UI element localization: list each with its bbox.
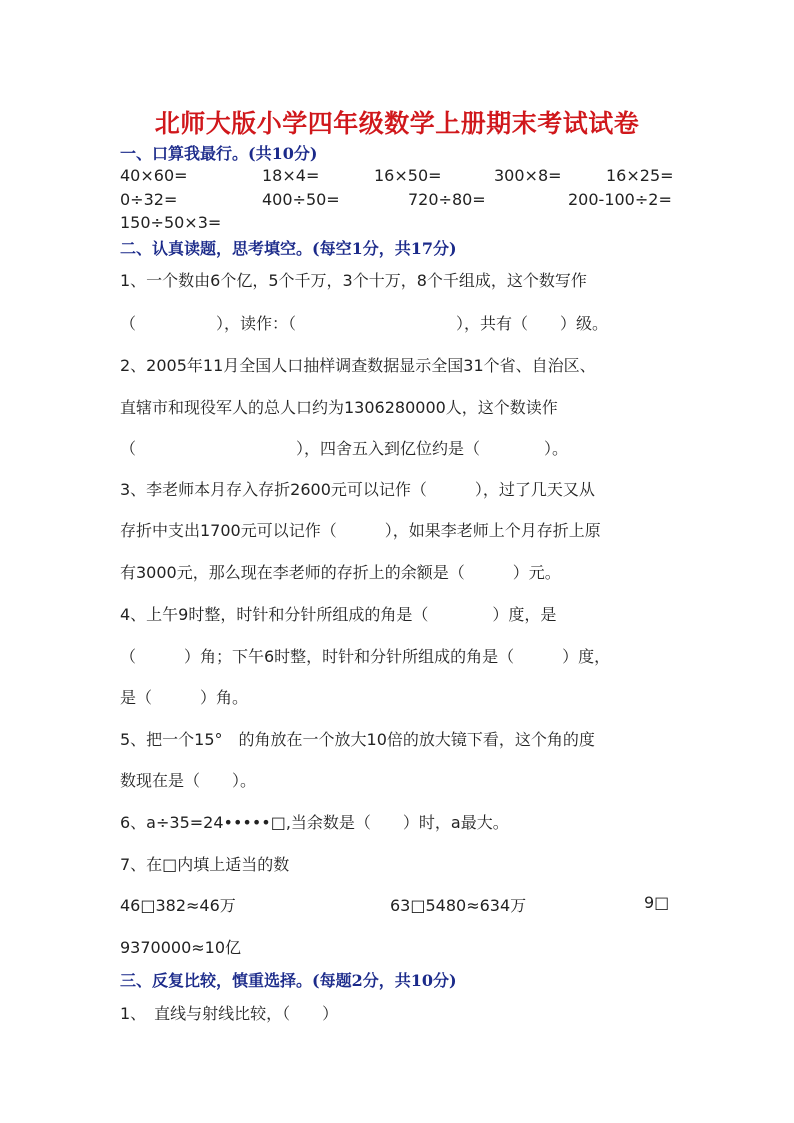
- section-1-heading: 一、口算我最行。(共10分): [120, 144, 318, 163]
- fill-item: 46□382≈46万: [120, 896, 236, 915]
- q2-line-3: （ ），四舍五入到亿位约是（ ）。: [120, 439, 569, 458]
- fill-item: 63□5480≈634万: [390, 896, 527, 915]
- q7-fill-row: [120, 893, 676, 915]
- oral-calc-row-3: [120, 213, 676, 233]
- q2-line-1: 2、2005年11月全国人口抽样调查数据显示全国31个省、自治区、: [120, 356, 596, 375]
- calc-item: 16×25=: [606, 166, 674, 185]
- calc-item: 150÷50×3=: [120, 213, 222, 232]
- calc-item: 40×60=: [120, 166, 188, 185]
- q4-line-3: 是（ ）角。: [120, 688, 249, 707]
- calc-item: 300×8=: [494, 166, 562, 185]
- section-2-heading: 二、认真读题，思考填空。(每空1分，共17分): [120, 239, 457, 258]
- q5-line-2: 数现在是（ ）。: [120, 771, 257, 790]
- calc-item: 0÷32=: [120, 190, 178, 209]
- q6-line: 6、a÷35=24•••••□,当余数是（ ）时，a最大。: [120, 813, 509, 832]
- calc-item: 400÷50=: [262, 190, 340, 209]
- calc-item: 18×4=: [262, 166, 320, 185]
- q4-line-1: 4、上午9时整，时针和分针所组成的角是（ ）度，是: [120, 605, 557, 624]
- oral-calc-row-2: [120, 190, 676, 210]
- calc-item: 720÷80=: [408, 190, 486, 209]
- q1-line-1: 1、一个数由6个亿，5个千万，3个十万，8个千组成，这个数写作: [120, 271, 587, 290]
- q2-line-2: 直辖市和现役军人的总人口约为130628000​0人，这个数读作: [120, 398, 558, 417]
- q3-line-3: 有3000元，那么现在李老师的存折上的余额是（ ）元。: [120, 563, 561, 582]
- section-3-heading: 三、反复比较，慎重选择。(每题2分，共10分): [120, 971, 457, 990]
- fill-item: 9□: [644, 893, 670, 912]
- q3-line-2: 存折中支出1700元可以记作（ ），如果李老师上个月存折上原: [120, 521, 601, 540]
- q3-line-1: 3、李老师本月存入存折2600元可以记作（ ），过了几天又从: [120, 480, 595, 499]
- q1-line-2: （ ），读作：（ ），共有（ ）级。: [120, 314, 609, 333]
- calc-item: 16×50=: [374, 166, 442, 185]
- oral-calc-row-1: [120, 166, 676, 186]
- page-title: 北师大版小学四年级数学上册期末考试试卷: [154, 109, 640, 138]
- q4-line-2: （ ）角；下午6时整，时针和分针所组成的角是（ ）度，: [120, 647, 611, 666]
- q7-fill-last: 9370000≈10亿: [120, 938, 242, 957]
- s3-q1: 1、 直线与射线比较，（ ）: [120, 1004, 339, 1023]
- q7-line: 7、在□内填上适当的数: [120, 855, 290, 874]
- q5-line-1: 5、把一个15° 的角放在一个放大10倍的放大镜下看，这个角的度: [120, 730, 595, 749]
- calc-item: 200-100÷2=: [568, 190, 672, 209]
